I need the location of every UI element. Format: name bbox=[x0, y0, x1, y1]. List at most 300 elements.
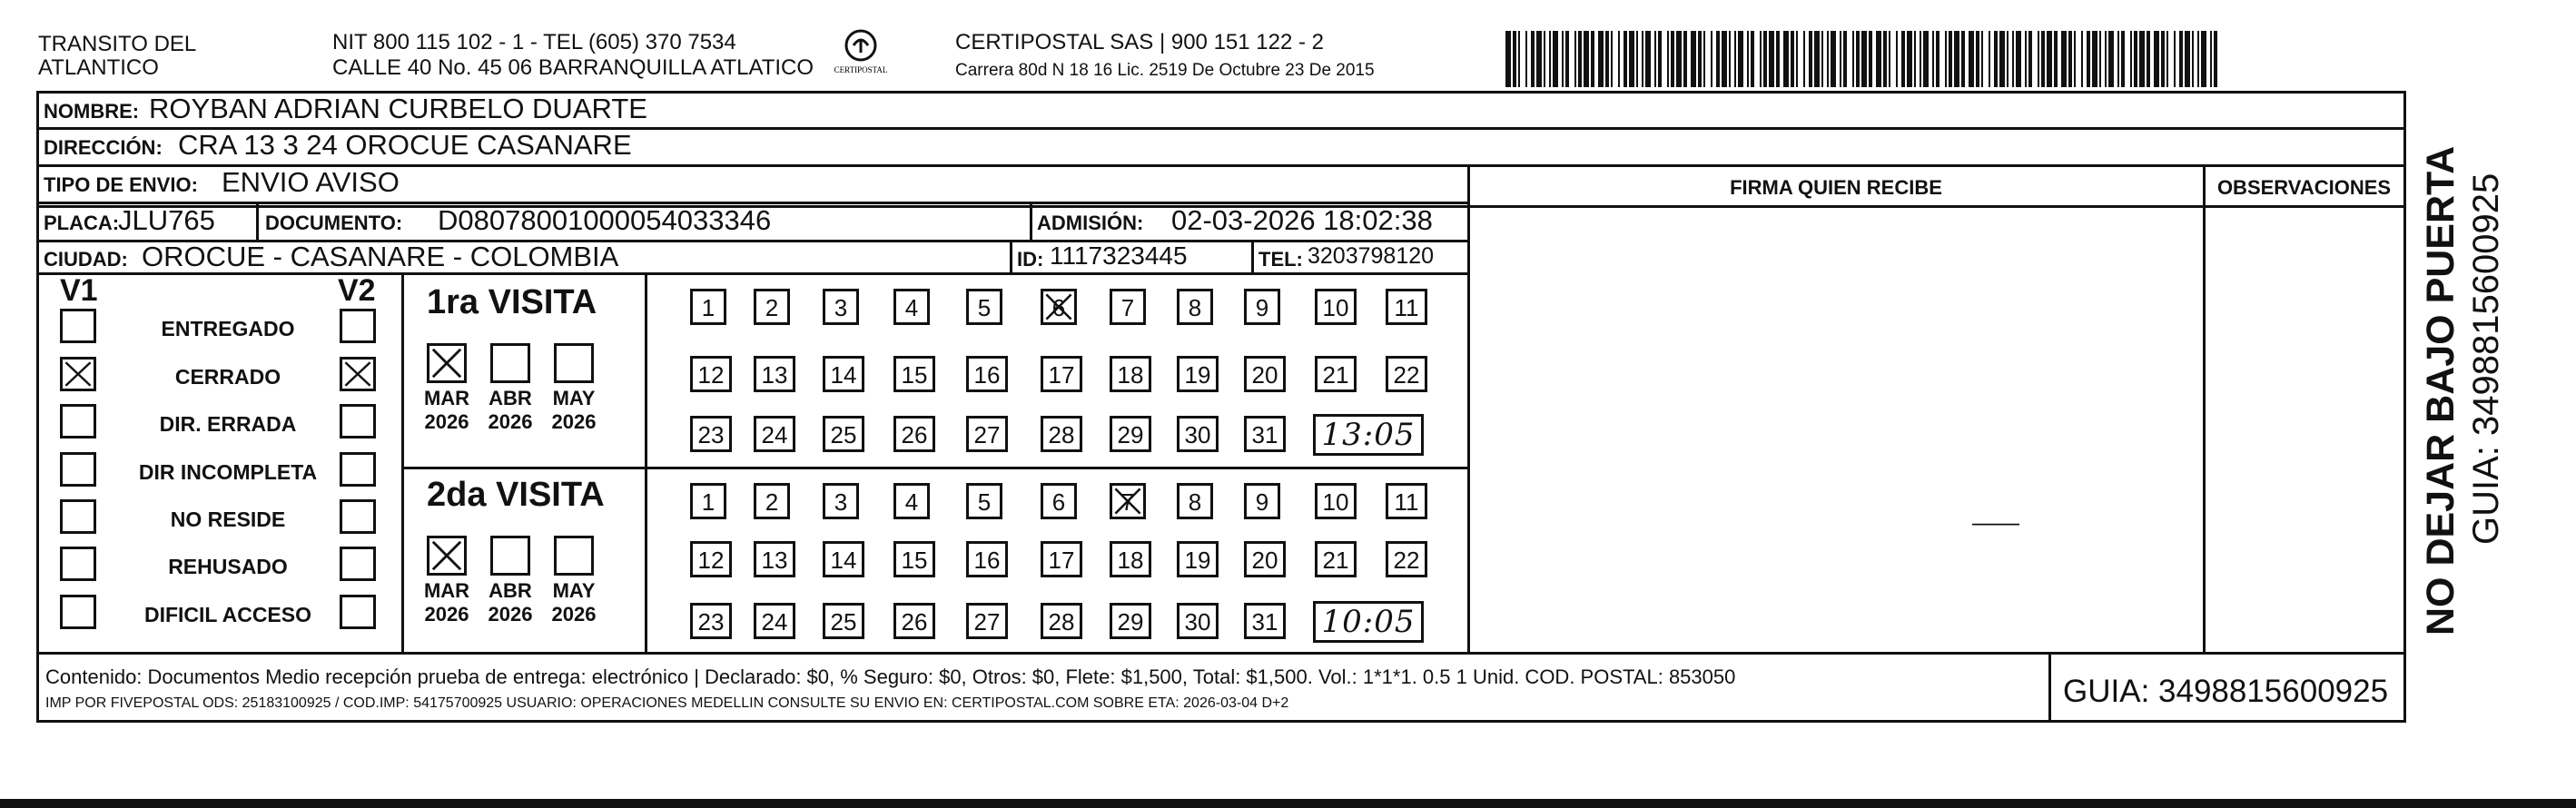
imp-line: IMP POR FIVEPOSTAL ODS: 25183100925 / COD.IMP: 54175700925 USUARIO: OPERACIONES MEDELLIN CONSULTE SU ENVIO EN: CERTIPOSTAL.COM SOBRE ETA: 2026-03-04 D+2 bbox=[45, 695, 1289, 711]
id-value: 1117323445 bbox=[1050, 241, 1188, 270]
visit2-day-box[interactable] bbox=[966, 603, 1008, 639]
barcode-bar bbox=[1642, 31, 1643, 87]
visit2-day-box[interactable] bbox=[1315, 483, 1357, 519]
nit-line: NIT 800 115 102 - 1 - TEL (605) 370 7534 bbox=[332, 30, 736, 54]
visit2-day-box[interactable] bbox=[1244, 603, 1286, 639]
barcode-bar bbox=[2192, 31, 2194, 87]
barcode-bar bbox=[1769, 31, 1774, 87]
visit1-year-label: 2026 bbox=[551, 410, 597, 433]
x-mark-icon bbox=[63, 360, 94, 389]
status-label: DIR. ERRADA bbox=[159, 412, 297, 436]
barcode-bar bbox=[1954, 31, 1959, 87]
visit1-day-box[interactable] bbox=[966, 289, 1002, 325]
barcode-bar bbox=[1676, 31, 1682, 87]
barcode-bar bbox=[1914, 31, 1916, 87]
visit1-month-checkbox[interactable] bbox=[427, 343, 467, 383]
x-mark-icon bbox=[1112, 486, 1143, 517]
visit1-day-box[interactable] bbox=[893, 416, 935, 452]
barcode-bar bbox=[1578, 31, 1582, 87]
day-number: 28 bbox=[1048, 421, 1075, 448]
day-number: 29 bbox=[1117, 608, 1144, 636]
documento-value: D08078001000054033346 bbox=[438, 204, 772, 236]
barcode-bar bbox=[1809, 31, 1812, 87]
documento-divider bbox=[1030, 202, 1032, 240]
day-number: 22 bbox=[1393, 547, 1420, 574]
v2-checkbox[interactable] bbox=[340, 357, 376, 391]
barcode-bar bbox=[1791, 31, 1794, 87]
barcode-bar bbox=[2038, 31, 2039, 87]
no-dejar-text: NO DEJAR BAJO PUERTA bbox=[2419, 145, 2462, 636]
visit2-day-box[interactable] bbox=[1110, 603, 1151, 639]
barcode-bar bbox=[1629, 31, 1634, 87]
barcode-bar bbox=[1536, 31, 1542, 87]
firma-dash: —— bbox=[1972, 508, 2019, 536]
v1-checkbox[interactable] bbox=[60, 404, 96, 438]
visit1-day-box[interactable] bbox=[1244, 356, 1286, 392]
admision-label: ADMISIÓN: bbox=[1037, 212, 1144, 234]
day-number: 12 bbox=[697, 547, 725, 574]
barcode-bar bbox=[1869, 31, 1872, 87]
barcode-bar bbox=[2092, 31, 2097, 87]
placa-divider bbox=[256, 202, 259, 240]
barcode-bar bbox=[1920, 31, 1921, 87]
barcode-bar bbox=[1932, 31, 1934, 87]
status-label: CERRADO bbox=[174, 365, 281, 389]
visit2-day-box[interactable] bbox=[1041, 603, 1082, 639]
barcode-bar bbox=[2117, 31, 2119, 87]
barcode-bar bbox=[1716, 31, 1720, 87]
day-number: 3 bbox=[834, 488, 848, 516]
barcode-bar bbox=[1976, 31, 1979, 87]
visit1-day-box[interactable] bbox=[754, 416, 795, 452]
day-number: 1 bbox=[701, 488, 716, 516]
visit2-day-box[interactable] bbox=[1110, 483, 1146, 519]
visit1-day-box[interactable] bbox=[966, 356, 1008, 392]
observaciones-header: OBSERVACIONES bbox=[2216, 176, 2392, 199]
day-number: 5 bbox=[977, 294, 992, 321]
visit2-month-label: ABR bbox=[489, 579, 532, 602]
status-label: ENTREGADO bbox=[161, 317, 295, 340]
day-number: 6 bbox=[1051, 488, 1066, 516]
barcode-bar bbox=[1889, 31, 1890, 87]
firma-header: FIRMA QUIEN RECIBE bbox=[1730, 176, 1942, 199]
barcode-bar bbox=[1671, 31, 1674, 87]
v1-checkbox[interactable] bbox=[60, 309, 96, 343]
visit1-month-label: MAR bbox=[423, 387, 470, 409]
certipostal-logo bbox=[834, 27, 888, 82]
visit2-month-checkbox[interactable] bbox=[427, 536, 467, 576]
visit2-day-box[interactable] bbox=[690, 541, 732, 577]
barcode-bar bbox=[2061, 31, 2067, 87]
barcode-bar bbox=[2028, 31, 2032, 87]
day-number: 2 bbox=[765, 488, 779, 516]
barcode-bar bbox=[1683, 31, 1687, 87]
visit2-day-box[interactable] bbox=[966, 483, 1002, 519]
day-number: 14 bbox=[830, 547, 857, 574]
visit1-year-label: 2026 bbox=[488, 410, 533, 433]
visit2-day-box[interactable] bbox=[1177, 483, 1213, 519]
ciudad-label: CIUDAD: bbox=[44, 248, 128, 271]
barcode-bar bbox=[1711, 31, 1712, 87]
side-guia-text: GUIA: 3498815600925 bbox=[2466, 172, 2506, 545]
barcode-bar bbox=[1574, 31, 1576, 87]
visit1-day-box[interactable] bbox=[690, 289, 726, 325]
v1-checkbox[interactable] bbox=[60, 452, 96, 487]
day-number: 8 bbox=[1188, 488, 1202, 516]
barcode bbox=[1504, 31, 2226, 87]
day-number: 9 bbox=[1255, 294, 1269, 321]
visit1-year-label: 2026 bbox=[424, 410, 469, 433]
day-number: 25 bbox=[830, 608, 857, 636]
day-number: 4 bbox=[904, 488, 919, 516]
day-number: 24 bbox=[761, 421, 788, 448]
day-number: 21 bbox=[1322, 547, 1349, 574]
v2-label: V2 bbox=[338, 273, 376, 308]
barcode-bar bbox=[1729, 31, 1731, 87]
company-line: CERTIPOSTAL SAS | 900 151 122 - 2 bbox=[955, 30, 1324, 54]
barcode-bar bbox=[1584, 31, 1589, 87]
visit1-day-box[interactable] bbox=[823, 356, 864, 392]
tel-value: 3203798120 bbox=[1308, 243, 1435, 269]
barcode-bar bbox=[1876, 31, 1881, 87]
visit2-day-box[interactable] bbox=[823, 541, 864, 577]
barcode-bar bbox=[2210, 31, 2212, 87]
barcode-bar bbox=[2134, 31, 2137, 87]
visit1-day-box[interactable] bbox=[690, 416, 732, 452]
barcode-bar bbox=[1901, 31, 1905, 87]
visit1-title: 1ra VISITA bbox=[427, 283, 597, 321]
visit1-day-box[interactable] bbox=[893, 356, 935, 392]
barcode-bar bbox=[1618, 31, 1620, 87]
barcode-bar bbox=[2179, 31, 2183, 87]
observaciones-right bbox=[2403, 164, 2406, 652]
barcode-bar bbox=[1591, 31, 1594, 87]
day-number: 13 bbox=[761, 547, 788, 574]
visit1-day-box[interactable] bbox=[1386, 289, 1427, 325]
day-number: 10 bbox=[1322, 294, 1349, 321]
visit1-day-box[interactable] bbox=[1315, 356, 1357, 392]
barcode-bar bbox=[2016, 31, 2021, 87]
status-label: NO RESIDE bbox=[170, 507, 286, 531]
barcode-bar bbox=[1803, 31, 1805, 87]
barcode-bar bbox=[1611, 31, 1613, 87]
barcode-bar bbox=[2147, 31, 2150, 87]
barcode-bar bbox=[2047, 31, 2052, 87]
barcode-bar bbox=[1796, 31, 1798, 87]
barcode-bar bbox=[1562, 31, 1564, 87]
visit2-day-box[interactable] bbox=[1041, 541, 1082, 577]
license-line: Carrera 80d N 18 16 Lic. 2519 De Octubre 23 De 2015 bbox=[955, 61, 1375, 80]
barcode-bar bbox=[1636, 31, 1638, 87]
barcode-bar bbox=[2105, 31, 2107, 87]
day-number: 7 bbox=[1120, 294, 1135, 321]
day-number: 26 bbox=[901, 608, 928, 636]
day-number: 17 bbox=[1048, 361, 1075, 389]
barcode-bar bbox=[1896, 31, 1898, 87]
id-label: ID: bbox=[1017, 248, 1044, 271]
status-divider bbox=[401, 272, 404, 652]
barcode-bar bbox=[2139, 31, 2145, 87]
barcode-bar bbox=[1525, 31, 1527, 87]
visit1-month-checkbox[interactable] bbox=[554, 343, 594, 383]
barcode-bar bbox=[1513, 31, 1516, 87]
day-number: 26 bbox=[901, 421, 928, 448]
barcode-bar bbox=[1691, 31, 1696, 87]
day-number: 17 bbox=[1048, 547, 1075, 574]
barcode-bar bbox=[2108, 31, 2114, 87]
barcode-bar bbox=[1565, 31, 1569, 87]
barcode-bar bbox=[1856, 31, 1860, 87]
v2-checkbox[interactable] bbox=[340, 595, 376, 629]
barcode-bar bbox=[1544, 31, 1545, 87]
visit2-month-checkbox[interactable] bbox=[554, 536, 594, 576]
day-number: 18 bbox=[1117, 361, 1144, 389]
x-mark-icon bbox=[429, 538, 464, 573]
day-number: 18 bbox=[1117, 547, 1144, 574]
direccion-value: CRA 13 3 24 OROCUE CASANARE bbox=[178, 129, 632, 161]
tel-divider bbox=[1251, 240, 1254, 272]
transit-name-line1: TRANSITO DEL bbox=[38, 32, 197, 56]
barcode-bar bbox=[2012, 31, 2014, 87]
visit2-day-box[interactable] bbox=[893, 483, 930, 519]
visit2-day-box[interactable] bbox=[690, 603, 732, 639]
barcode-bar bbox=[1654, 31, 1656, 87]
visit1-day-box[interactable] bbox=[1244, 416, 1286, 452]
v1-checkbox[interactable] bbox=[60, 595, 96, 629]
day-number: 23 bbox=[697, 608, 725, 636]
barcode-bar bbox=[1883, 31, 1887, 87]
admision-value: 02-03-2026 18:02:38 bbox=[1171, 204, 1433, 236]
visit2-day-box[interactable] bbox=[1244, 541, 1286, 577]
v1-label: V1 bbox=[60, 273, 98, 308]
day-number: 16 bbox=[973, 361, 1001, 389]
barcode-bar bbox=[1505, 31, 1511, 87]
bottom-stripe bbox=[0, 799, 2576, 808]
visit2-day-box[interactable] bbox=[1110, 541, 1151, 577]
day-number: 14 bbox=[830, 361, 857, 389]
visit1-month-checkbox[interactable] bbox=[490, 343, 530, 383]
barcode-bar bbox=[1827, 31, 1829, 87]
day-number: 22 bbox=[1393, 361, 1420, 389]
visit2-day-box[interactable] bbox=[893, 603, 935, 639]
guia-box-divider bbox=[2048, 652, 2051, 723]
visit2-day-box[interactable] bbox=[1315, 541, 1357, 577]
barcode-bar bbox=[1763, 31, 1767, 87]
barcode-bar bbox=[1624, 31, 1627, 87]
visit2-day-box[interactable] bbox=[823, 603, 864, 639]
status-label: REHUSADO bbox=[168, 555, 288, 578]
barcode-bar bbox=[2161, 31, 2165, 87]
barcode-bar bbox=[2068, 31, 2072, 87]
visit2-day-box[interactable] bbox=[690, 483, 726, 519]
day-number: 20 bbox=[1251, 361, 1278, 389]
visit1-day-box[interactable] bbox=[1110, 356, 1151, 392]
barcode-bar bbox=[1553, 31, 1558, 87]
visit1-day-box[interactable] bbox=[823, 416, 864, 452]
v2-checkbox[interactable] bbox=[340, 499, 376, 534]
visit2-day-box[interactable] bbox=[1041, 483, 1077, 519]
visit1-day-box[interactable] bbox=[754, 289, 790, 325]
barcode-bar bbox=[1949, 31, 1952, 87]
x-mark-icon bbox=[342, 360, 373, 389]
day-number: 23 bbox=[697, 421, 725, 448]
day-number: 5 bbox=[977, 488, 992, 516]
placa-value: JLU765 bbox=[118, 204, 215, 236]
day-number: 29 bbox=[1117, 421, 1144, 448]
visit1-day-box[interactable] bbox=[754, 356, 795, 392]
barcode-bar bbox=[1658, 31, 1662, 87]
visit1-time-box: 13:05 bbox=[1313, 414, 1424, 456]
visit1-day-box[interactable] bbox=[1386, 356, 1427, 392]
day-number: 31 bbox=[1251, 608, 1278, 636]
day-number: 27 bbox=[973, 608, 1001, 636]
guia-footer: GUIA: 3498815600925 bbox=[2063, 674, 2389, 709]
calendar-divider bbox=[645, 272, 647, 652]
day-number: 1 bbox=[701, 294, 716, 321]
barcode-bar bbox=[1703, 31, 1705, 87]
day-number: 24 bbox=[761, 608, 788, 636]
visit1-month-label: MAY bbox=[552, 387, 596, 409]
visit1-day-box[interactable] bbox=[1177, 289, 1213, 325]
visit2-day-box[interactable] bbox=[1386, 541, 1427, 577]
day-number: 27 bbox=[973, 421, 1001, 448]
visit2-day-box[interactable] bbox=[754, 541, 795, 577]
v2-checkbox[interactable] bbox=[340, 309, 376, 343]
barcode-bar bbox=[1994, 31, 1998, 87]
barcode-bar bbox=[2154, 31, 2159, 87]
visit1-day-box[interactable] bbox=[1177, 416, 1219, 452]
barcode-bar bbox=[1840, 31, 1841, 87]
barcode-bar bbox=[2197, 31, 2199, 87]
placa-label: PLACA: bbox=[44, 212, 120, 234]
v1-checkbox[interactable] bbox=[60, 499, 96, 534]
v1-checkbox[interactable] bbox=[60, 547, 96, 581]
visit2-year-label: 2026 bbox=[551, 603, 597, 626]
barcode-bar bbox=[2025, 31, 2027, 87]
day-number: 4 bbox=[904, 294, 919, 321]
visit2-day-box[interactable] bbox=[1177, 541, 1219, 577]
barcode-bar bbox=[1734, 31, 1736, 87]
day-number: 9 bbox=[1255, 488, 1269, 516]
day-number: 15 bbox=[901, 547, 928, 574]
firma-divider bbox=[1467, 164, 1470, 652]
id-divider bbox=[1010, 240, 1012, 272]
direccion-label: DIRECCIÓN: bbox=[44, 136, 163, 159]
day-number: 25 bbox=[830, 421, 857, 448]
barcode-bar bbox=[1961, 31, 1965, 87]
day-number: 8 bbox=[1188, 294, 1202, 321]
barcode-bar bbox=[1738, 31, 1743, 87]
barcode-bar bbox=[1722, 31, 1727, 87]
visit1-day-box[interactable] bbox=[1041, 416, 1082, 452]
barcode-bar bbox=[1936, 31, 1939, 87]
visit1-day-box[interactable] bbox=[1041, 356, 1082, 392]
row-line bbox=[36, 272, 1469, 275]
barcode-bar bbox=[1751, 31, 1754, 87]
documento-label: DOCUMENTO: bbox=[265, 212, 403, 234]
barcode-bar bbox=[2007, 31, 2008, 87]
visit1-day-box[interactable] bbox=[1315, 289, 1357, 325]
barcode-bar bbox=[1923, 31, 1929, 87]
day-number: 6 bbox=[1051, 294, 1066, 321]
x-mark-icon bbox=[429, 346, 464, 380]
nombre-label: NOMBRE: bbox=[44, 100, 140, 123]
visit1-day-box[interactable] bbox=[1244, 289, 1280, 325]
logo-text: CERTIPOSTAL bbox=[834, 65, 888, 74]
barcode-bar bbox=[2081, 31, 2083, 87]
nombre-value: ROYBAN ADRIAN CURBELO DUARTE bbox=[149, 93, 647, 124]
barcode-bar bbox=[1776, 31, 1780, 87]
observaciones-divider bbox=[2203, 164, 2206, 652]
barcode-bar bbox=[1843, 31, 1847, 87]
barcode-bar bbox=[1945, 31, 1947, 87]
day-number: 20 bbox=[1251, 547, 1278, 574]
day-number: 11 bbox=[1394, 488, 1419, 516]
visit2-year-label: 2026 bbox=[488, 603, 533, 626]
day-number: 19 bbox=[1184, 361, 1211, 389]
visit2-day-box[interactable] bbox=[966, 541, 1008, 577]
visit1-day-box[interactable] bbox=[1041, 289, 1077, 325]
barcode-bar bbox=[2214, 31, 2217, 87]
ciudad-value: OROCUE - CASANARE - COLOMBIA bbox=[142, 241, 619, 272]
visit1-day-box[interactable] bbox=[1110, 289, 1146, 325]
barcode-bar bbox=[1698, 31, 1702, 87]
barcode-bar bbox=[1598, 31, 1604, 87]
visit2-month-label: MAY bbox=[552, 579, 596, 602]
day-number: 30 bbox=[1184, 608, 1211, 636]
visit1-day-box[interactable] bbox=[1177, 356, 1219, 392]
day-number: 13 bbox=[761, 361, 788, 389]
v2-checkbox[interactable] bbox=[340, 404, 376, 438]
visit1-day-box[interactable] bbox=[690, 356, 732, 392]
visit1-day-box[interactable] bbox=[966, 416, 1008, 452]
visit1-day-box[interactable] bbox=[1110, 416, 1151, 452]
visit2-day-box[interactable] bbox=[754, 483, 790, 519]
visit2-day-box[interactable] bbox=[1244, 483, 1280, 519]
barcode-bar bbox=[1518, 31, 1520, 87]
visit2-day-box[interactable] bbox=[823, 483, 859, 519]
barcode-bar bbox=[1747, 31, 1749, 87]
day-number: 28 bbox=[1048, 608, 1075, 636]
visit2-day-box[interactable] bbox=[1386, 483, 1427, 519]
status-label: DIR INCOMPLETA bbox=[138, 460, 318, 484]
day-number: 11 bbox=[1394, 294, 1419, 321]
visit2-month-label: MAR bbox=[423, 579, 470, 602]
day-number: 10 bbox=[1322, 488, 1349, 516]
visit2-year-label: 2026 bbox=[424, 603, 469, 626]
visit2-day-box[interactable] bbox=[754, 603, 795, 639]
barcode-bar bbox=[2166, 31, 2168, 87]
visit2-month-checkbox[interactable] bbox=[490, 536, 530, 576]
tel-label: TEL: bbox=[1258, 248, 1303, 271]
v2-checkbox[interactable] bbox=[340, 547, 376, 581]
barcode-bar bbox=[1605, 31, 1609, 87]
barcode-bar bbox=[2130, 31, 2132, 87]
day-number: 7 bbox=[1120, 488, 1135, 516]
barcode-bar bbox=[1831, 31, 1836, 87]
visit2-title: 2da VISITA bbox=[427, 476, 605, 514]
day-number: 12 bbox=[697, 361, 725, 389]
visit2-day-box[interactable] bbox=[1177, 603, 1219, 639]
visit1-month-label: ABR bbox=[489, 387, 532, 409]
visit1-day-box[interactable] bbox=[893, 289, 930, 325]
v1-checkbox[interactable] bbox=[60, 357, 96, 391]
address-line: CALLE 40 No. 45 06 BARRANQUILLA ATLATICO bbox=[332, 55, 814, 80]
visit1-day-box[interactable] bbox=[823, 289, 859, 325]
visit2-day-box[interactable] bbox=[893, 541, 935, 577]
barcode-bar bbox=[2099, 31, 2101, 87]
v2-checkbox[interactable] bbox=[340, 452, 376, 487]
